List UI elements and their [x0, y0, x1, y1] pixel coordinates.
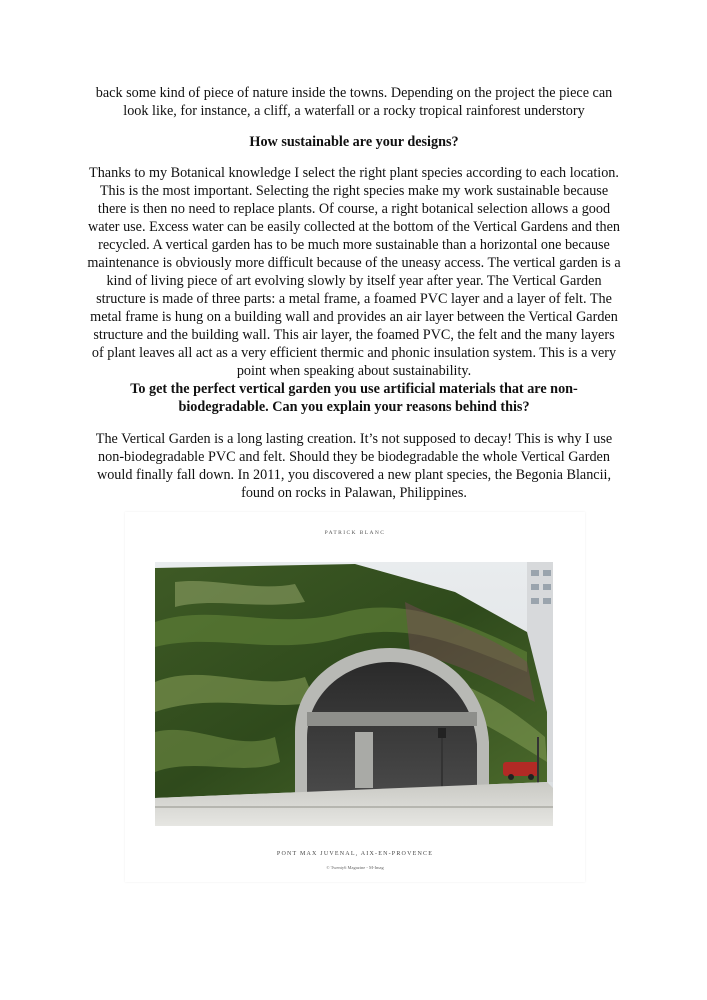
figure-caption: PONT MAX JUVENAL, AIX-EN-PROVENCE [276, 851, 434, 857]
magazine-figure [125, 512, 585, 882]
text-line: would finally fall down. In 2011, you discovered a new plant species, the Begonia Blancii, [96, 467, 612, 483]
text-line: there is then no need to replace plants. Of course, a right botanical selection allows a good [97, 201, 611, 217]
text-line: found on rocks in Palawan, Philippines. [241, 485, 467, 501]
figure-credit: © Twenty6 Magazine - M-Imag [326, 865, 384, 870]
text-line: structure is made of three parts: a metal frame, a foamed PVC layer and a layer of felt. The [96, 291, 612, 307]
paragraph-intro [84, 84, 624, 120]
text-line: water use. Excess water can be easily collected at the bottom of the Vertical Gardens and then [88, 219, 620, 235]
text-line: look like, for instance, a cliff, a waterfall or a rocky tropical rainforest understory [123, 103, 585, 119]
text-line: back some kind of piece of nature inside the towns. Depending on the project the piece can [95, 85, 613, 101]
text-line: point when speaking about sustainability. [236, 363, 472, 379]
question-heading-materials [84, 380, 624, 416]
text-line: metal frame is hung on a building wall and provides an air layer between the Vertical Garden [90, 309, 618, 325]
text-line: kind of living piece of art evolving slowly by itself year after year. The Vertical Garden [106, 273, 602, 289]
text-line: To get the perfect vertical garden you use artificial materials that are non- [130, 381, 578, 397]
paragraph-sustainability-answer [84, 164, 624, 380]
text-line: This is the most important. Selecting the right species make my work sustainable because [99, 183, 609, 199]
paragraph-materials-answer [84, 430, 624, 502]
text-line: The Vertical Garden is a long lasting creation. It’s not supposed to decay! This is why I use [95, 431, 613, 447]
text-line: maintenance is obviously more difficult because of the uneasy access. The vertical garden is a [87, 255, 621, 271]
question-heading-sustainability [84, 133, 624, 151]
text-line: How sustainable are your designs? [249, 134, 459, 150]
figure-header: PATRICK BLANC [324, 530, 386, 536]
text-line: biodegradable. Can you explain your reasons behind this? [178, 399, 530, 415]
vertical-garden-photo [155, 562, 553, 826]
text-line: of plant leaves all act as a very efficient thermic and phonic insulation system. This is a very [91, 345, 617, 361]
text-line: non-biodegradable PVC and felt. Should they be biodegradable the whole Vertical Garden [98, 449, 610, 465]
vertical-garden-illustration [155, 562, 553, 826]
text-line: recycled. A vertical garden has to be much more sustainable than a horizontal one because [98, 237, 610, 253]
text-line: Thanks to my Botanical knowledge I select the right plant species according to each location. [89, 165, 619, 181]
text-line: structure and the building wall. This air layer, the foamed PVC, the felt and the many layers [93, 327, 615, 343]
